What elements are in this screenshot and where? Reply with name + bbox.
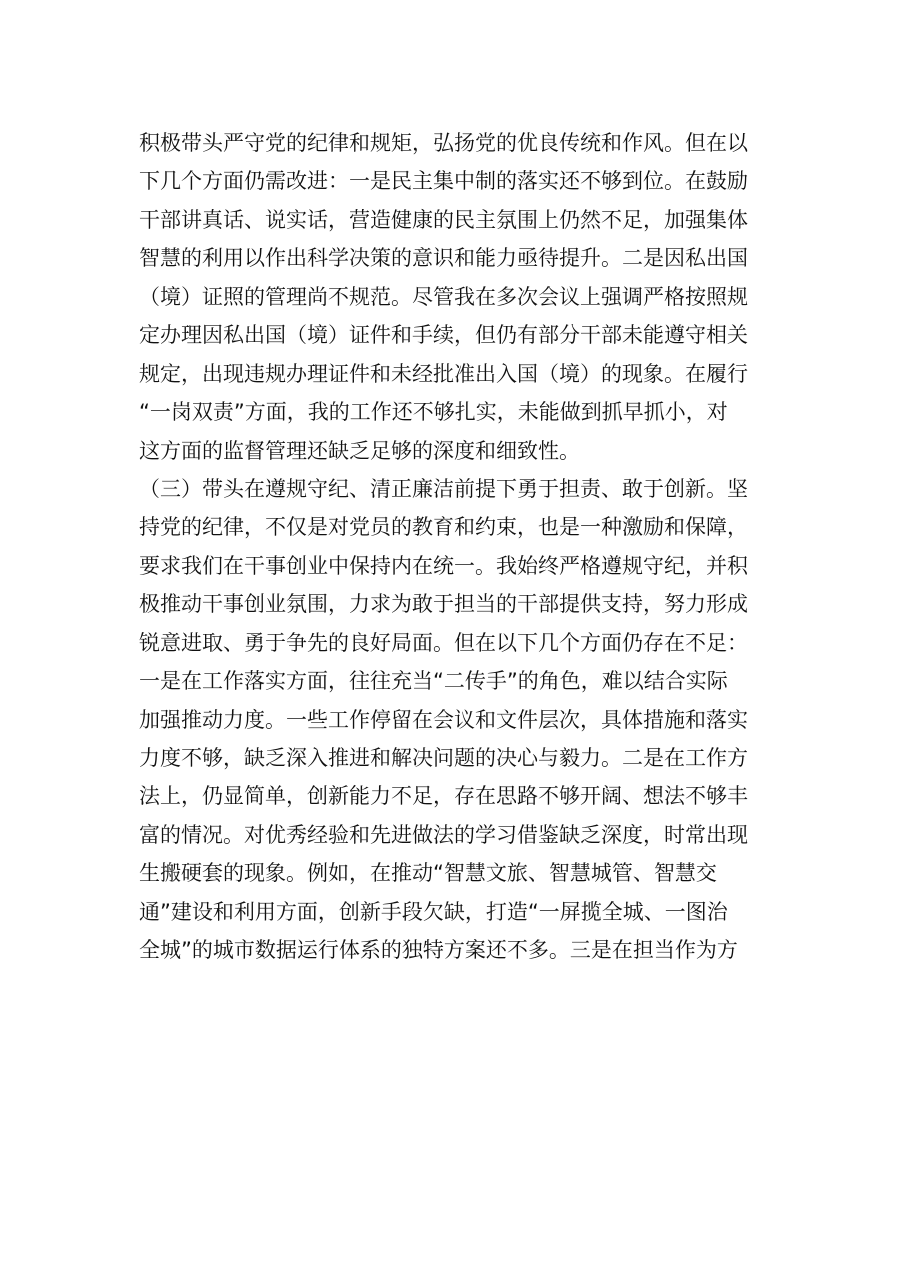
text-line-5: （境）证照的管理尚不规范。尽管我在多次会议上强调严格按照规 — [139, 284, 748, 309]
text-line-18: 法上，仍显简单，创新能力不足，存在思路不够开阔、想法不够丰 — [139, 784, 748, 809]
text-line-22: 全城”的城市数据运行体系的独特方案还不多。三是在担当作为方 — [139, 938, 738, 963]
text-line-13: 极推动干事创业氛围，力求为敢于担当的干部提供支持，努力形成 — [139, 592, 748, 617]
text-line-1: 积极带头严守党的纪律和规矩，弘扬党的优良传统和作风。但在以 — [139, 131, 748, 155]
text-line-14: 锐意进取、勇于争先的良好局面。但在以下几个方面仍存在不足： — [139, 630, 748, 655]
text-line-10: （三）带头在遵规守纪、清正廉洁前提下勇于担责、敢于创新。坚 — [139, 476, 748, 501]
text-line-19: 富的情况。对优秀经验和先进做法的学习借鉴缺乏深度，时常出现 — [139, 822, 748, 847]
text-line-3: 干部讲真话、说实话，营造健康的民主氛围上仍然不足，加强集体 — [139, 207, 748, 232]
text-line-12: 要求我们在干事创业中保持内在统一。我始终严格遵规守纪，并积 — [139, 553, 748, 578]
text-line-20: 生搬硬套的现象。例如，在推动“智慧文旅、智慧城管、智慧交 — [139, 861, 717, 886]
text-line-2: 下几个方面仍需改进：一是民主集中制的落实还不够到位。在鼓励 — [139, 169, 748, 194]
text-line-17: 力度不够，缺乏深入推进和解决问题的决心与毅力。二是在工作方 — [139, 746, 748, 770]
text-line-9: 这方面的监督管理还缺乏足够的深度和细致性。 — [139, 438, 580, 463]
text-line-8: “一岗双责”方面，我的工作还不够扎实，未能做到抓早抓小，对 — [139, 400, 728, 425]
text-line-7: 规定，出现违规办理证件和未经批准出入国（境）的现象。在履行 — [139, 361, 748, 386]
text-line-15: 一是在工作落实方面，往往充当“二传手”的角色，难以结合实际 — [139, 669, 728, 694]
text-line-4: 智慧的利用以作出科学决策的意识和能力亟待提升。二是因私出国 — [139, 246, 748, 271]
text-line-21: 通”建设和利用方面，创新手段欠缺，打造“一屏揽全城、一图治 — [139, 899, 728, 924]
text-line-6: 定办理因私出国（境）证件和手续，但仍有部分干部未能遵守相关 — [139, 323, 748, 348]
body-text — [139, 124, 779, 970]
text-line-16: 加强推动力度。一些工作停留在会议和文件层次，具体措施和落实 — [139, 707, 748, 732]
text-line-11: 持党的纪律，不仅是对党员的教育和约束，也是一种激励和保障， — [139, 515, 748, 540]
